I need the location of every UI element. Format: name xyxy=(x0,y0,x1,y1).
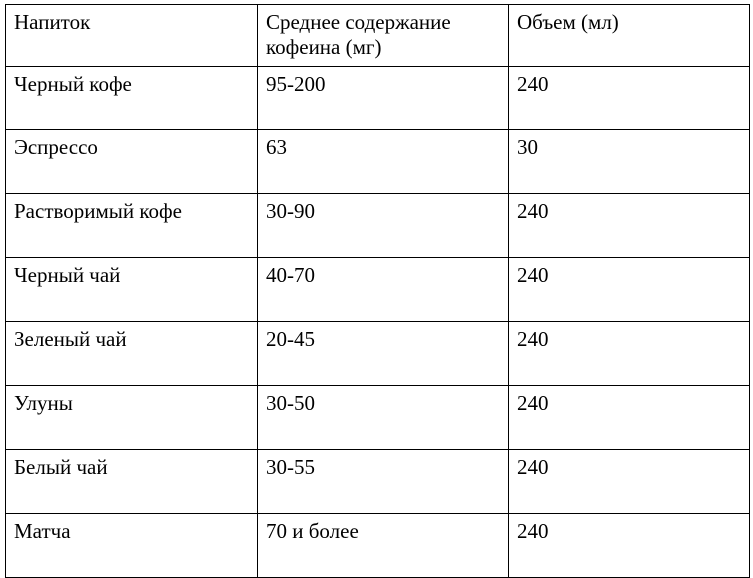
cell-caffeine: 30-90 xyxy=(258,194,509,258)
cell-beverage: Черный чай xyxy=(6,258,258,322)
cell-beverage: Матча xyxy=(6,514,258,578)
table-row xyxy=(6,322,750,386)
cell-volume: 240 xyxy=(509,258,750,322)
cell-caffeine: 70 и более xyxy=(258,514,509,578)
cell-beverage: Растворимый кофе xyxy=(6,194,258,258)
table-row xyxy=(6,130,750,194)
table-row xyxy=(6,514,750,578)
header-beverage: Напиток xyxy=(6,5,258,67)
caffeine-table xyxy=(5,4,750,578)
header-volume: Объем (мл) xyxy=(509,5,750,67)
cell-beverage: Эспрессо xyxy=(6,130,258,194)
cell-volume: 240 xyxy=(509,386,750,450)
table-header-row xyxy=(6,5,750,67)
table-row xyxy=(6,386,750,450)
cell-caffeine: 63 xyxy=(258,130,509,194)
table-row xyxy=(6,194,750,258)
cell-beverage: Белый чай xyxy=(6,450,258,514)
cell-volume: 30 xyxy=(509,130,750,194)
cell-beverage: Улуны xyxy=(6,386,258,450)
cell-volume: 240 xyxy=(509,322,750,386)
cell-volume: 240 xyxy=(509,450,750,514)
cell-caffeine: 20-45 xyxy=(258,322,509,386)
cell-beverage: Зеленый чай xyxy=(6,322,258,386)
table-row xyxy=(6,67,750,130)
cell-volume: 240 xyxy=(509,67,750,130)
cell-volume: 240 xyxy=(509,514,750,578)
cell-beverage: Черный кофе xyxy=(6,67,258,130)
cell-caffeine: 95-200 xyxy=(258,67,509,130)
table-row xyxy=(6,450,750,514)
cell-caffeine: 40-70 xyxy=(258,258,509,322)
cell-caffeine: 30-50 xyxy=(258,386,509,450)
cell-caffeine: 30-55 xyxy=(258,450,509,514)
cell-volume: 240 xyxy=(509,194,750,258)
header-caffeine: Среднее содержание кофеина (мг) xyxy=(258,5,509,67)
table-row xyxy=(6,258,750,322)
